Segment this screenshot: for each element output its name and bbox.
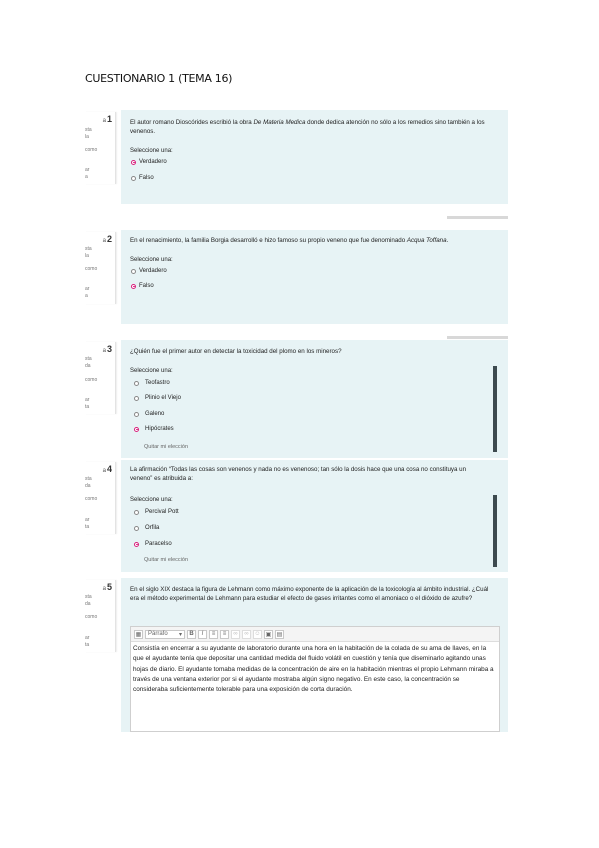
radio-icon[interactable] [134, 396, 139, 401]
answer-option[interactable]: Teofastro [134, 380, 170, 386]
answer-option[interactable]: Falso [131, 175, 154, 181]
question-text: En el siglo XIX destaca la figura de Lehmann como máximo exponente de la aplicación de la toxicología al ámbito industrial. ¿Cuál era el método experimental de Lehmann para estudiar el efecto de gases irritantes como el amoniaco o el dióxido de azufre? [130, 586, 489, 602]
select-prompt: Seleccione una: [130, 148, 173, 154]
emoji-icon[interactable]: ☺ [254, 631, 261, 637]
radio-icon[interactable] [131, 176, 136, 181]
answer-option[interactable]: Plinio el Viejo [134, 395, 181, 401]
info-fragment: ta [85, 404, 90, 410]
radio-icon[interactable] [134, 526, 139, 531]
info-fragment: como [85, 147, 98, 153]
question-info-1 [85, 112, 116, 184]
info-fragment: ar [85, 286, 90, 292]
select-prompt: Seleccione una: [130, 497, 173, 503]
editor-toolbar [131, 627, 499, 642]
clear-choice-link[interactable]: Quitar mi elección [144, 444, 189, 450]
info-fragment: como [85, 266, 98, 272]
answer-option[interactable]: Galeno [134, 411, 164, 417]
info-fragment: ar [85, 397, 90, 403]
answer-editor[interactable] [130, 626, 500, 732]
info-fragment: sta [85, 476, 92, 482]
question-card-2 [121, 230, 508, 324]
divider [447, 216, 508, 219]
info-fragment: sta [85, 246, 92, 252]
scrollbar[interactable] [493, 495, 497, 567]
select-prompt: Seleccione una: [130, 368, 173, 374]
question-number: a1 [102, 114, 112, 124]
question-number: a4 [102, 464, 112, 474]
answer-option[interactable]: Verdadero [131, 268, 167, 274]
radio-selected-icon[interactable] [134, 427, 139, 432]
paragraph-format-select[interactable]: Párrafo ▾ [145, 630, 185, 639]
info-fragment: ar [85, 635, 90, 641]
radio-icon[interactable] [134, 510, 139, 515]
toolbar-toggle-icon[interactable]: ▦ [135, 631, 142, 638]
bold-icon[interactable]: B [187, 630, 196, 639]
info-fragment: sta [85, 594, 92, 600]
answer-option[interactable]: Falso [131, 283, 154, 289]
divider [447, 336, 508, 339]
info-fragment: da [85, 601, 91, 607]
answer-text[interactable]: Consistía en encerrar a su ayudante de laboratorio durante una hora en la habitación de la colada de su ama de llaves, en la que el ayudante tenía que depositar una cantidad medida del fluido volátil en cuestión y tenía que diseminarlo agitando unas hojas de diario. El ayudante tomaba medidas de la concentración de aire en la habitación mientras el propio Lehmann miraba a través de una ventana exterior por si el ayudante mostraba algún signo negativo. En este caso, la concentración se consideraba suficientemente tolerable para una exposición de corta duración. [133, 645, 494, 694]
info-fragment: da [85, 363, 91, 369]
page-title: CUESTIONARIO 1 (TEMA 16) [85, 72, 233, 85]
info-fragment: como [85, 496, 98, 502]
select-prompt: Seleccione una: [130, 257, 173, 263]
info-fragment: sta [85, 356, 92, 362]
info-fragment: sta [85, 127, 92, 133]
bullet-list-icon[interactable]: ≡ [209, 630, 218, 639]
question-info-2 [85, 232, 116, 304]
info-fragment: como [85, 377, 98, 383]
question-number: a2 [102, 234, 112, 244]
clear-choice-link[interactable]: Quitar mi elección [144, 557, 189, 563]
radio-selected-icon[interactable] [134, 542, 139, 547]
answer-option[interactable]: Verdadero [131, 159, 167, 165]
question-text: En el renacimiento, la familia Borgia desarrolló e hizo famoso su propio veneno que fue denominado Acqua Toffana. [130, 237, 449, 244]
question-card-3 [121, 340, 508, 458]
info-fragment: a [85, 174, 88, 180]
question-number: a3 [102, 344, 112, 354]
answer-option[interactable]: Percival Pott [134, 509, 179, 515]
radio-icon[interactable] [134, 381, 139, 386]
question-info-5 [85, 580, 116, 652]
question-card-1 [121, 110, 508, 204]
radio-icon[interactable] [131, 269, 136, 274]
question-text: La afirmación “Todas las cosas son venenos y nada no es venenoso; tan sólo la dosis hace que una cosa no constituya un veneno” es atribuida a: [130, 466, 467, 482]
numbered-list-icon[interactable]: ≡ [220, 630, 229, 639]
info-fragment: la [85, 253, 89, 259]
question-info-4 [85, 462, 116, 534]
question-text: ¿Quién fue el primer autor en detectar la toxicidad del plomo en los mineros? [130, 348, 342, 355]
chevron-down-icon: ▾ [178, 631, 182, 638]
question-info-3 [85, 342, 116, 414]
radio-selected-icon[interactable] [131, 284, 136, 289]
answer-option[interactable]: Orfila [134, 525, 159, 531]
info-fragment: ta [85, 524, 90, 530]
info-fragment: como [85, 614, 98, 620]
answer-option[interactable]: Paracelso [134, 541, 172, 547]
italic-icon[interactable]: I [198, 630, 207, 639]
info-fragment: ta [85, 642, 90, 648]
link-icon[interactable]: ∞ [231, 630, 240, 639]
scrollbar[interactable] [493, 366, 497, 452]
info-fragment: la [85, 134, 89, 140]
question-card-4 [121, 460, 508, 572]
answer-option[interactable]: Hipócrates [134, 426, 174, 432]
unlink-icon[interactable]: ∞ [242, 630, 251, 639]
info-fragment: da [85, 483, 91, 489]
image-icon[interactable]: ▣ [265, 631, 272, 638]
question-number: a5 [102, 582, 112, 592]
info-fragment: a [85, 293, 88, 299]
radio-icon[interactable] [134, 412, 139, 417]
info-fragment: ar [85, 517, 90, 523]
media-icon[interactable]: ▤ [276, 631, 283, 638]
question-text: El autor romano Dioscórides escribió la obra De Materia Medica donde dedica atención no sólo a los remedios sino también a los venenos. [130, 119, 485, 135]
info-fragment: ar [85, 167, 90, 173]
radio-selected-icon[interactable] [131, 160, 136, 165]
